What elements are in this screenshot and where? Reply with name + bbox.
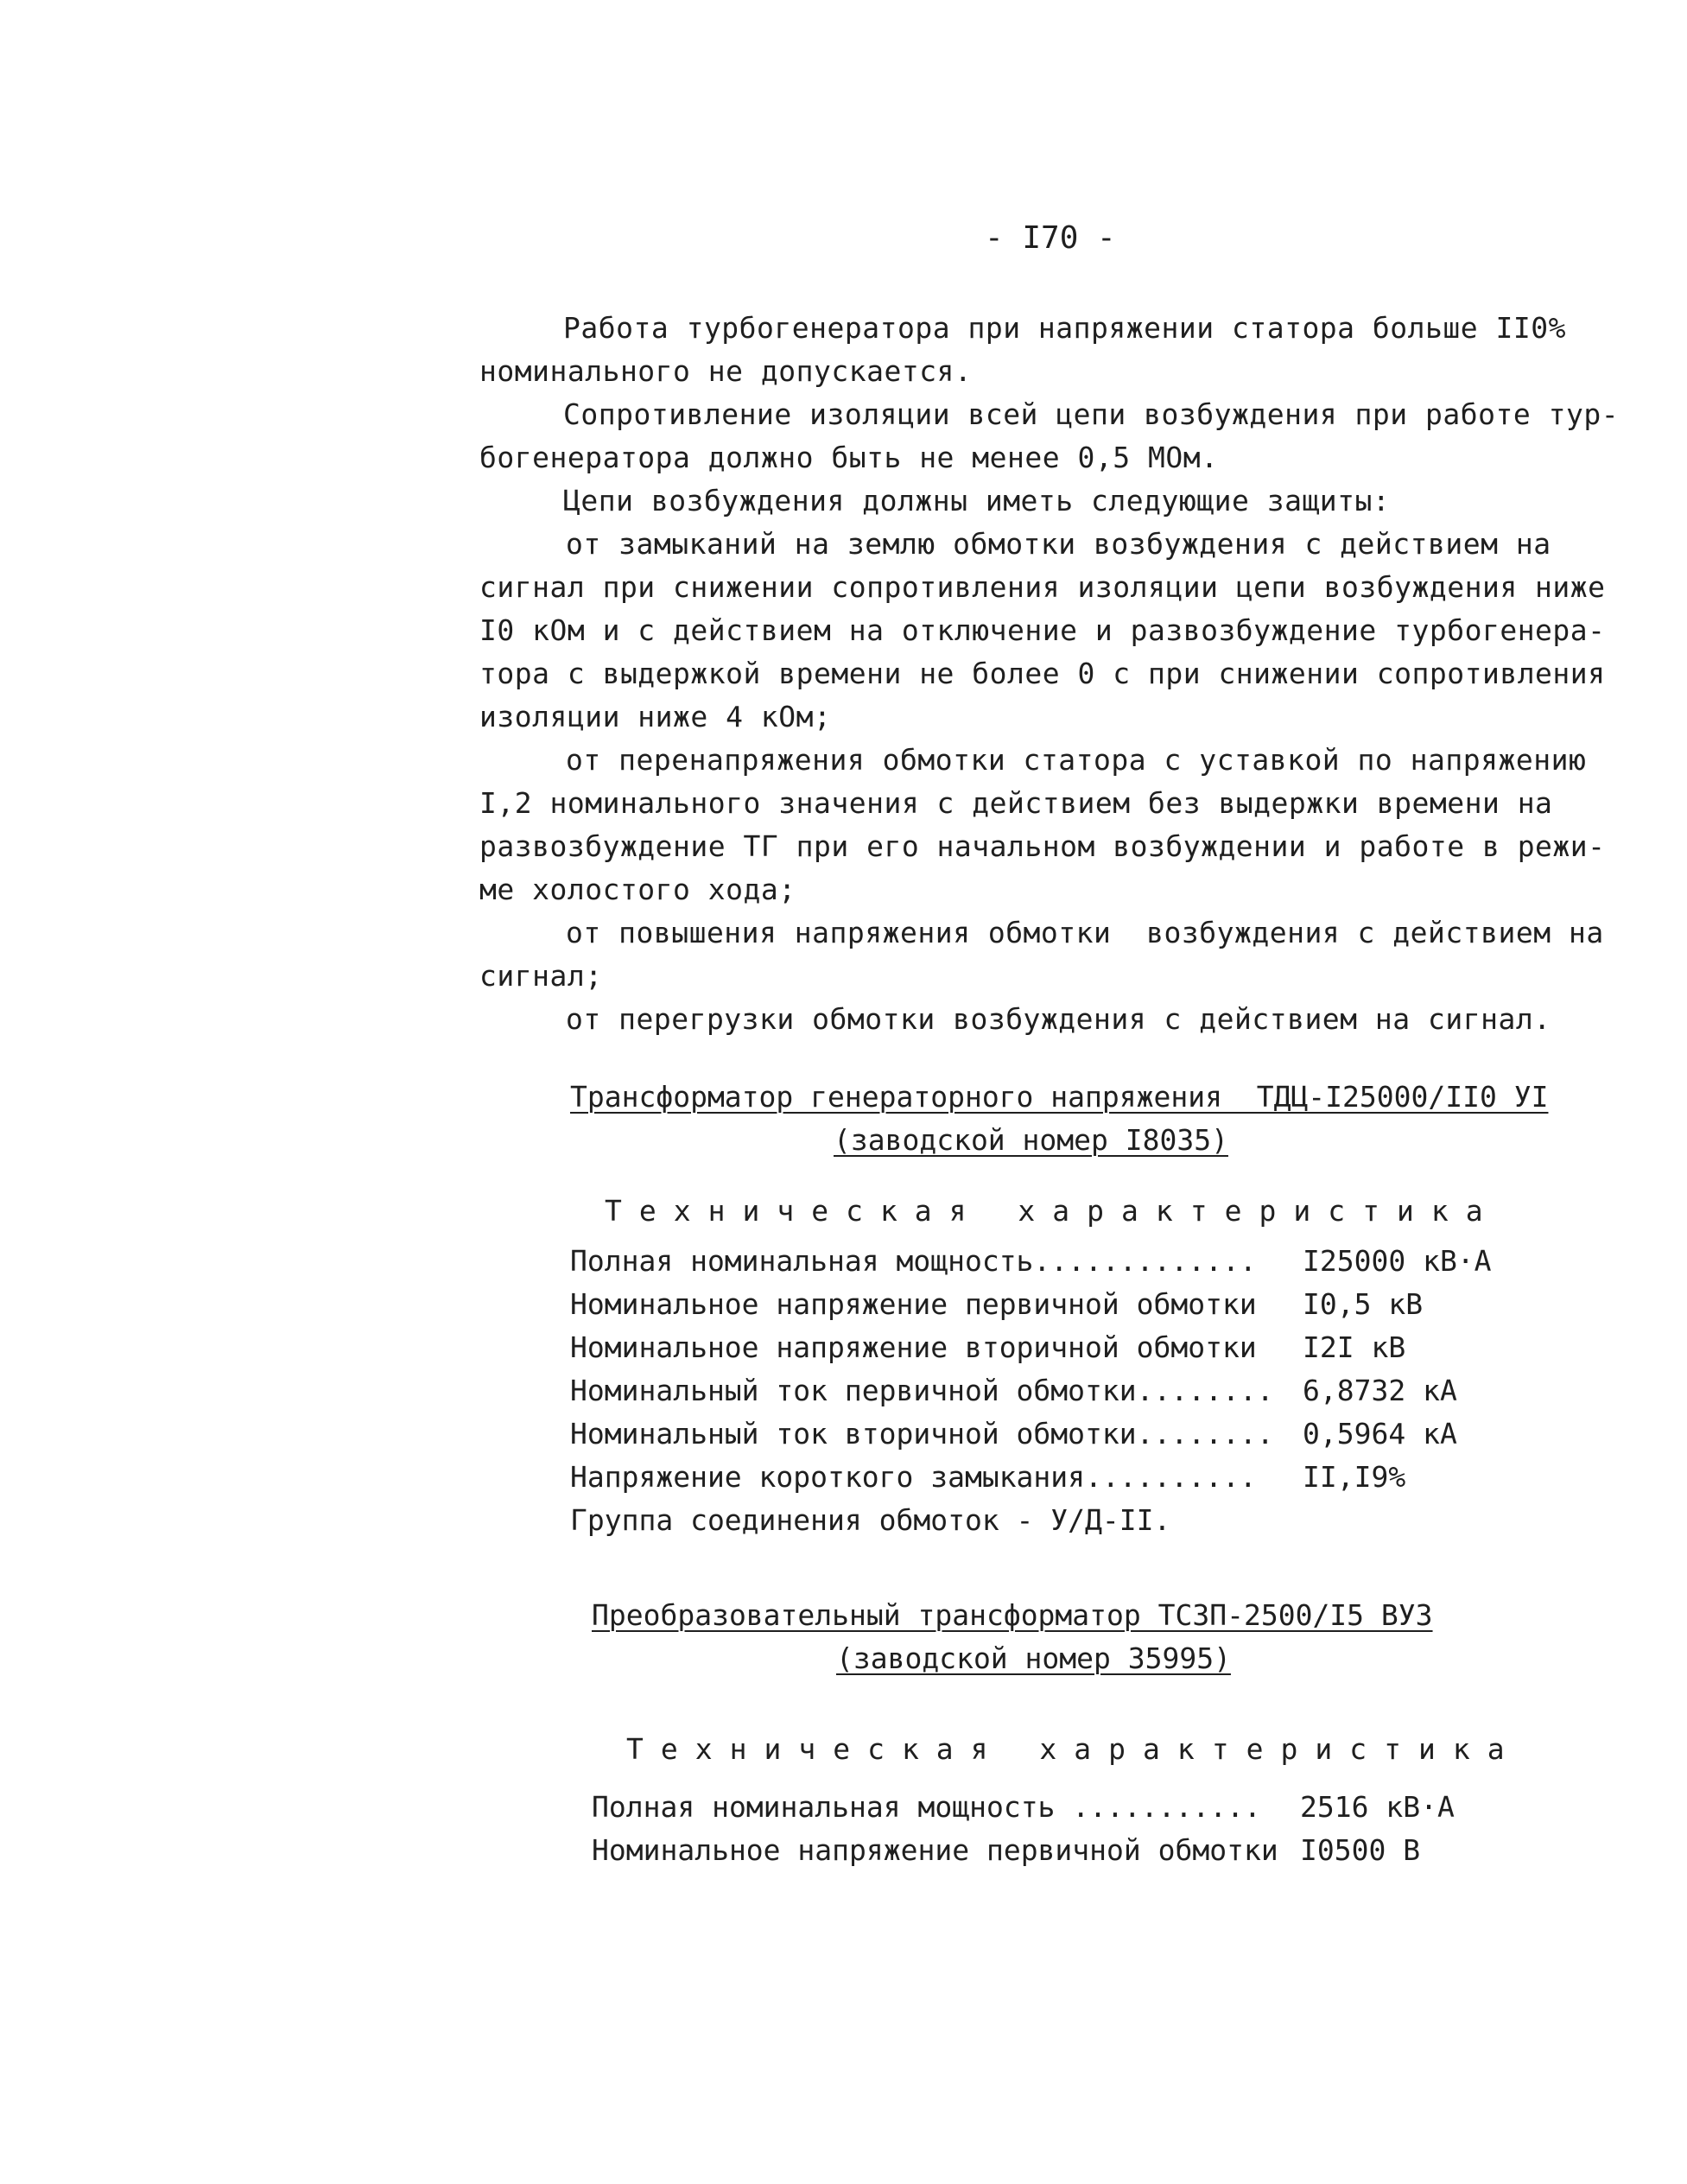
spec-label: Напряжение короткого замыкания.......... <box>570 1460 1257 1494</box>
spec-value: I2I кВ <box>1303 1330 1406 1364</box>
spec-value: 6,8732 кА <box>1303 1374 1457 1407</box>
paragraph-line: ме холостого хода; <box>479 873 796 906</box>
paragraph-line: Сопротивление изоляции всей цепи возбуждения при работе тур- <box>563 397 1620 431</box>
spec-label: Номинальное напряжение первичной обмотки <box>592 1833 1278 1867</box>
section-subtitle: (заводской номер I8035) <box>834 1123 1228 1157</box>
spec-label: Полная номинальная мощность............. <box>570 1244 1257 1278</box>
spec-heading: Техническая характеристика <box>626 1732 1522 1766</box>
section-title: Трансформатор генераторного напряжения ТДЦ-I25000/II0 УI <box>570 1080 1549 1114</box>
spec-heading: Техническая характеристика <box>605 1194 1500 1228</box>
spec-value: II,I9% <box>1303 1460 1406 1494</box>
paragraph-line: I,2 номинального значения с действием без выдержки времени на <box>479 786 1553 820</box>
paragraph-line: номинального не допускается. <box>479 354 973 388</box>
paragraph-line: от повышения напряжения обмотки возбуждения с действием на <box>566 916 1604 949</box>
paragraph-line: I0 кОм и с действием на отключение и развозбуждение турбогенера- <box>479 613 1606 647</box>
group-connection-line: Группа соединения обмоток - У/Д-II. <box>570 1503 1171 1537</box>
paragraph-line: от перегрузки обмотки возбуждения с действием на сигнал. <box>566 1002 1551 1036</box>
spec-label: Полная номинальная мощность ........... <box>592 1790 1261 1824</box>
spec-label: Номинальный ток первичной обмотки........ <box>570 1374 1274 1407</box>
section-title: Преобразовательный трансформатор ТСЗП-2500/I5 ВУЗ <box>592 1598 1433 1632</box>
paragraph-line: сигнал; <box>479 959 603 993</box>
paragraph-line: сигнал при снижении сопротивления изоляции цепи возбуждения ниже <box>479 570 1606 604</box>
paragraph-line: Работа турбогенератора при напряжении статора больше II0% <box>563 311 1566 345</box>
spec-value: 2516 кВ·А <box>1300 1790 1455 1824</box>
paragraph-line: от замыканий на землю обмотки возбуждения с действием на <box>566 527 1551 561</box>
spec-value: 0,5964 кА <box>1303 1417 1457 1451</box>
paragraph-line: тора с выдержкой времени не более 0 с при снижении сопротивления <box>479 657 1606 690</box>
paragraph-line: развозбуждение ТГ при его начальном возбуждении и работе в режи- <box>479 829 1606 863</box>
paragraph-line: Цепи возбуждения должны иметь следующие защиты: <box>563 484 1391 517</box>
paragraph-line: богенератора должно быть не менее 0,5 МОм. <box>479 441 1219 474</box>
spec-value: I0,5 кВ <box>1303 1287 1424 1321</box>
spec-value: I25000 кВ·А <box>1303 1244 1492 1278</box>
paragraph-line: от перенапряжения обмотки статора с уставкой по напряжению <box>566 743 1587 777</box>
section-subtitle: (заводской номер 35995) <box>836 1641 1231 1675</box>
page-number: - I70 - <box>985 220 1116 256</box>
spec-value: I0500 В <box>1300 1833 1421 1867</box>
paragraph-line: изоляции ниже 4 кОм; <box>479 700 832 733</box>
spec-label: Номинальное напряжение вторичной обмотки <box>570 1330 1257 1364</box>
spec-label: Номинальное напряжение первичной обмотки <box>570 1287 1257 1321</box>
spec-label: Номинальный ток вторичной обмотки........ <box>570 1417 1274 1451</box>
